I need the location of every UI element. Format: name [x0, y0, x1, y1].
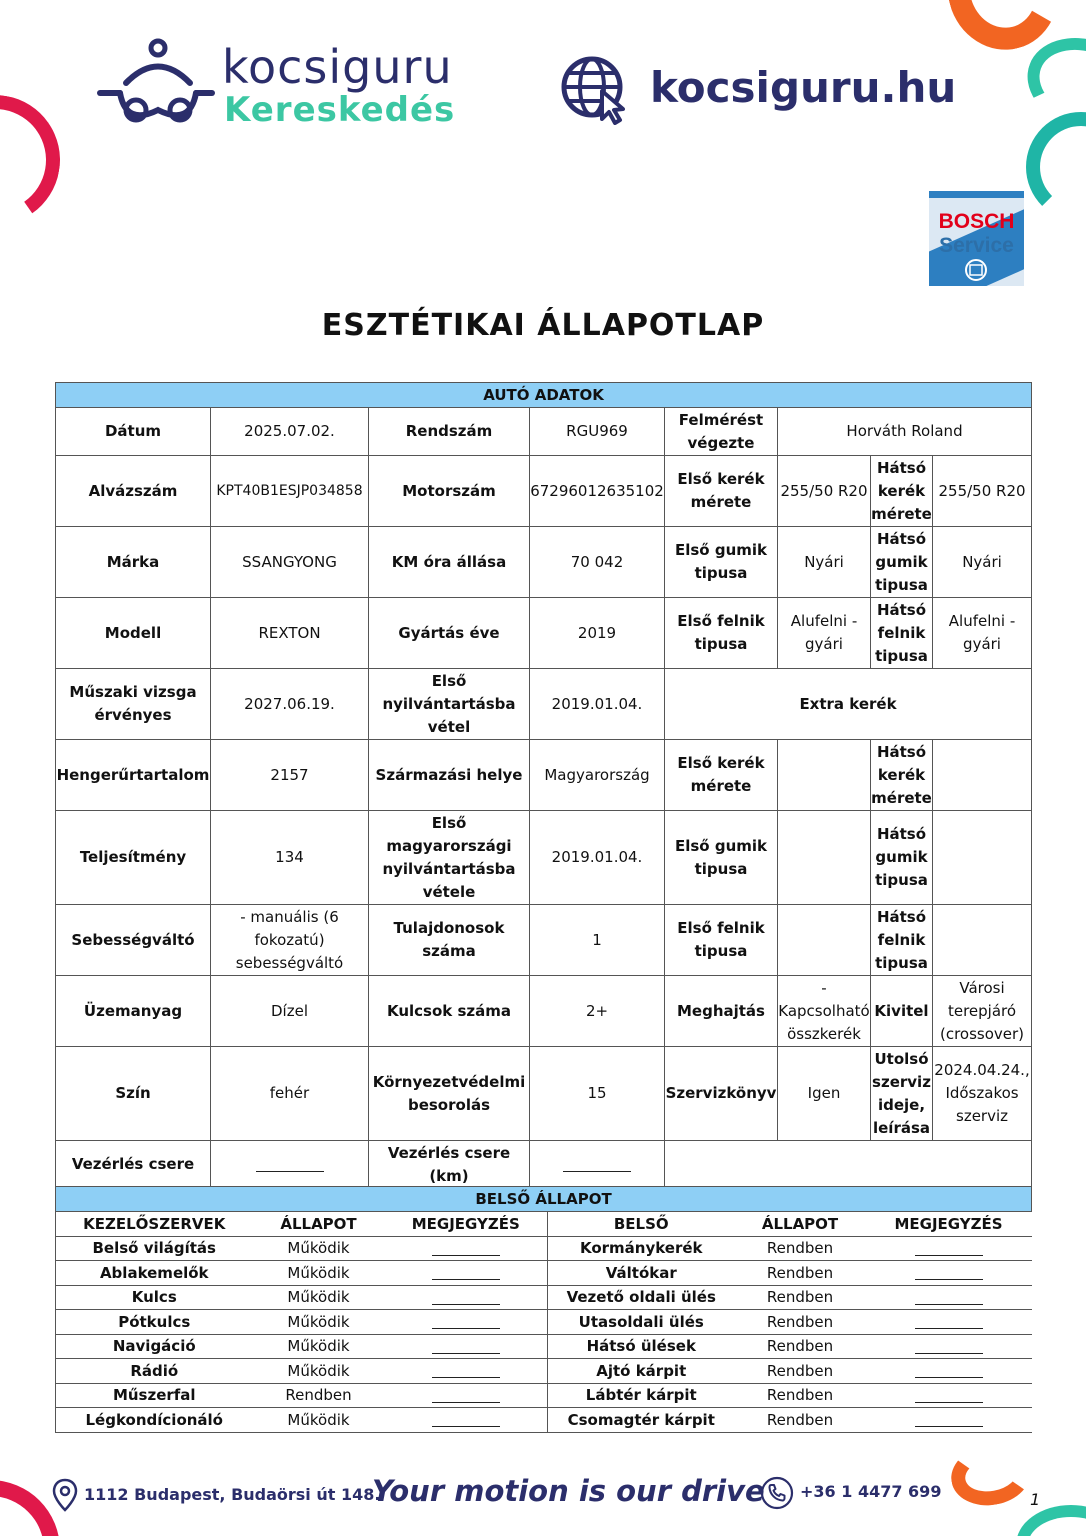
section-header-belso: BELSŐ ÁLLAPOT	[56, 1187, 1032, 1212]
badge-service: Service	[939, 234, 1014, 257]
control-status: Működik	[253, 1334, 385, 1359]
value-alvazszam: KPT40B1ESJP034858	[211, 456, 369, 527]
interior-note	[866, 1383, 1032, 1408]
control-item: Pótkulcs	[56, 1310, 253, 1335]
interior-note	[866, 1334, 1032, 1359]
label-felmeres: Felmérést végezte	[665, 408, 778, 456]
value-motorszam: 67296012635102	[530, 456, 665, 527]
label-szervizkonyv: Szervizkönyv	[665, 1047, 778, 1141]
section-header-auto: AUTÓ ADATOK	[56, 383, 1032, 408]
label-vezerles-csere: Vezérlés csere	[56, 1141, 211, 1189]
label-hatso-kerek: Hátsó kerék mérete	[871, 456, 933, 527]
value-sebessegvalto: - manuális (6 fokozatú) sebességváltó	[211, 905, 369, 976]
control-note	[385, 1310, 548, 1335]
interior-item: Hátsó ülések	[548, 1334, 735, 1359]
footer-slogan: Your motion is our drive	[372, 1474, 765, 1508]
table-row	[56, 1408, 1032, 1433]
control-status: Működik	[253, 1408, 385, 1433]
column-header: MEGJEGYZÉS	[385, 1212, 548, 1237]
value-extra-elso-felni	[778, 905, 871, 976]
control-item: Belső világítás	[56, 1236, 253, 1261]
label-hatso-felni: Hátsó felnik tipusa	[871, 598, 933, 669]
control-note	[385, 1261, 548, 1286]
label-meghajtas: Meghajtás	[665, 976, 778, 1047]
phone-icon	[760, 1476, 794, 1510]
car-guru-icon	[96, 38, 216, 133]
page-title: ESZTÉTIKAI ÁLLAPOTLAP	[321, 308, 765, 343]
interior-status: Rendben	[735, 1334, 866, 1359]
control-item: Műszerfal	[56, 1383, 253, 1408]
control-status: Működik	[253, 1236, 385, 1261]
control-status: Rendben	[253, 1383, 385, 1408]
label-uzemanyag: Üzemanyag	[56, 976, 211, 1047]
label-kivitel: Kivitel	[871, 976, 933, 1047]
value-kivitel: Városi terepjáró (crossover)	[933, 976, 1032, 1047]
control-note	[385, 1236, 548, 1261]
label-km: KM óra állása	[369, 527, 530, 598]
value-szarmazas: Magyarország	[530, 740, 665, 811]
control-item: Légkondícionáló	[56, 1408, 253, 1433]
value-kornyezetvedelmi: 15	[530, 1047, 665, 1141]
corner-arc-decoration	[1016, 1505, 1086, 1536]
control-status: Működik	[253, 1285, 385, 1310]
interior-status: Rendben	[735, 1408, 866, 1433]
interior-item: Lábtér kárpit	[548, 1383, 735, 1408]
phone-text: +36 1 4477 699	[800, 1482, 942, 1501]
badge-brand: BOSCH	[938, 210, 1015, 233]
label-utolso-szerviz: Utolsó szerviz ideje, leírása	[871, 1047, 933, 1141]
interior-note	[866, 1359, 1032, 1384]
control-item: Rádió	[56, 1359, 253, 1384]
value-muszaki: 2027.06.19.	[211, 669, 369, 740]
logo-wordmark: kocsiguru	[222, 40, 453, 94]
table-row	[56, 1334, 1032, 1359]
blank-line	[563, 1158, 631, 1172]
value-extra-elso-gumi	[778, 811, 871, 905]
control-note	[385, 1285, 548, 1310]
bosch-armature-icon	[929, 256, 1024, 286]
table-row	[56, 1310, 1032, 1335]
interior-note	[866, 1310, 1032, 1335]
label-sebessegvalto: Sebességváltó	[56, 905, 211, 976]
corner-arc-decoration	[1026, 112, 1086, 222]
label-elso-nyilv: Első nyilvántartásba vétel	[369, 669, 530, 740]
interior-condition-table	[55, 1186, 1032, 1433]
label-muszaki: Műszaki vizsga érvényes	[56, 669, 211, 740]
label-marka: Márka	[56, 527, 211, 598]
column-header: ÁLLAPOT	[735, 1212, 866, 1237]
label-hengerurtartalom: Hengerűrtartalom	[56, 740, 211, 811]
interior-status: Rendben	[735, 1310, 866, 1335]
interior-note	[866, 1261, 1032, 1286]
interior-item: Ajtó kárpit	[548, 1359, 735, 1384]
table-row	[56, 1383, 1032, 1408]
label-extra-elso-felni: Első felnik tipusa	[665, 905, 778, 976]
interior-status: Rendben	[735, 1236, 866, 1261]
globe-cursor-icon	[560, 55, 630, 125]
value-marka: SSANGYONG	[211, 527, 369, 598]
corner-arc-decoration	[0, 85, 70, 236]
footer-address	[50, 1468, 381, 1518]
value-hatso-felni: Alufelni - gyári	[933, 598, 1032, 669]
value-kulcsok: 2+	[530, 976, 665, 1047]
label-extra-kerek: Extra kerék	[665, 669, 1032, 740]
interior-item: Kormánykerék	[548, 1236, 735, 1261]
label-elso-gumi: Első gumik tipusa	[665, 527, 778, 598]
label-extra-hatso-felni: Hátsó felnik tipusa	[871, 905, 933, 976]
label-kornyezetvedelmi: Környezetvédelmi besorolás	[369, 1047, 530, 1141]
label-elso-mo-nyilv: Első magyarországi nyilvántartásba vétele	[369, 811, 530, 905]
value-elso-mo-nyilv: 2019.01.04.	[530, 811, 665, 905]
label-vezerles-csere-km: Vezérlés csere (km)	[369, 1141, 530, 1189]
table-row	[56, 1285, 1032, 1310]
label-tulajdonosok: Tulajdonosok száma	[369, 905, 530, 976]
value-km: 70 042	[530, 527, 665, 598]
label-modell: Modell	[56, 598, 211, 669]
value-hatso-kerek: 255/50 R20	[933, 456, 1032, 527]
column-header: KEZELŐSZERVEK	[56, 1212, 253, 1237]
interior-item: Vezető oldali ülés	[548, 1285, 735, 1310]
bosch-service-badge	[929, 191, 1024, 286]
label-motorszam: Motorszám	[369, 456, 530, 527]
value-hatso-gumi: Nyári	[933, 527, 1032, 598]
interior-status: Rendben	[735, 1285, 866, 1310]
location-pin-icon	[52, 1478, 78, 1512]
label-kulcsok: Kulcsok száma	[369, 976, 530, 1047]
column-header: BELSŐ	[548, 1212, 735, 1237]
website-url: kocsiguru.hu	[650, 63, 957, 112]
control-item: Navigáció	[56, 1334, 253, 1359]
value-extra-hatso-gumi	[933, 811, 1032, 905]
label-extra-hatso-kerek: Hátsó kerék mérete	[871, 740, 933, 811]
label-datum: Dátum	[56, 408, 211, 456]
corner-arc-decoration	[946, 1439, 1035, 1512]
value-vezerles-csere	[211, 1141, 369, 1189]
value-meghajtas: - Kapcsolható összkerék	[778, 976, 871, 1047]
label-szin: Szín	[56, 1047, 211, 1141]
interior-note	[866, 1236, 1032, 1261]
value-uzemanyag: Dízel	[211, 976, 369, 1047]
interior-note	[866, 1285, 1032, 1310]
value-extra-hatso-kerek	[933, 740, 1032, 811]
control-status: Működik	[253, 1261, 385, 1286]
interior-item: Csomagtér kárpit	[548, 1408, 735, 1433]
label-rendszam: Rendszám	[369, 408, 530, 456]
label-szarmazas: Származási helye	[369, 740, 530, 811]
value-teljesitmeny: 134	[211, 811, 369, 905]
control-status: Működik	[253, 1310, 385, 1335]
kocsiguru-logo	[96, 38, 486, 133]
control-note	[385, 1359, 548, 1384]
value-datum: 2025.07.02.	[211, 408, 369, 456]
table-row	[56, 1261, 1032, 1286]
footer-phone[interactable]	[760, 1468, 940, 1518]
car-data-table	[55, 382, 1032, 1189]
value-rendszam: RGU969	[530, 408, 665, 456]
label-teljesitmeny: Teljesítmény	[56, 811, 211, 905]
label-extra-elso-kerek: Első kerék mérete	[665, 740, 778, 811]
value-tulajdonosok: 1	[530, 905, 665, 976]
control-note	[385, 1334, 548, 1359]
blank-line	[256, 1158, 324, 1172]
page-number: 1	[1030, 1490, 1041, 1509]
value-gyartas: 2019	[530, 598, 665, 669]
interior-item: Váltókar	[548, 1261, 735, 1286]
label-extra-elso-gumi: Első gumik tipusa	[665, 811, 778, 905]
label-extra-hatso-gumi: Hátsó gumik tipusa	[871, 811, 933, 905]
label-hatso-gumi: Hátsó gumik tipusa	[871, 527, 933, 598]
value-utolso-szerviz: 2024.04.24., Időszakos szerviz	[933, 1047, 1032, 1141]
control-item: Ablakemelők	[56, 1261, 253, 1286]
control-note	[385, 1383, 548, 1408]
interior-status: Rendben	[735, 1383, 866, 1408]
interior-item: Utasoldali ülés	[548, 1310, 735, 1335]
interior-status: Rendben	[735, 1359, 866, 1384]
label-elso-felni: Első felnik tipusa	[665, 598, 778, 669]
interior-note	[866, 1408, 1032, 1433]
label-gyartas: Gyártás éve	[369, 598, 530, 669]
value-modell: REXTON	[211, 598, 369, 669]
value-szervizkonyv: Igen	[778, 1047, 871, 1141]
value-szin: fehér	[211, 1047, 369, 1141]
website-logo[interactable]	[560, 55, 960, 125]
table-row	[56, 1359, 1032, 1384]
label-elso-kerek: Első kerék mérete	[665, 456, 778, 527]
address-text: 1112 Budapest, Budaörsi út 148.	[84, 1485, 381, 1504]
column-header: ÁLLAPOT	[253, 1212, 385, 1237]
empty-cell	[665, 1141, 1032, 1189]
value-elso-felni: Alufelni - gyári	[778, 598, 871, 669]
value-extra-hatso-felni	[933, 905, 1032, 976]
control-note	[385, 1408, 548, 1433]
interior-status: Rendben	[735, 1261, 866, 1286]
value-elso-kerek: 255/50 R20	[778, 456, 871, 527]
label-alvazszam: Alvázszám	[56, 456, 211, 527]
control-item: Kulcs	[56, 1285, 253, 1310]
control-status: Működik	[253, 1359, 385, 1384]
column-header: MEGJEGYZÉS	[866, 1212, 1032, 1237]
value-elso-nyilv: 2019.01.04.	[530, 669, 665, 740]
value-extra-elso-kerek	[778, 740, 871, 811]
logo-subtitle: Kereskedés	[224, 90, 456, 130]
value-hengerurtartalom: 2157	[211, 740, 369, 811]
table-row	[56, 1236, 1032, 1261]
value-felmeres: Horváth Roland	[778, 408, 1032, 456]
value-elso-gumi: Nyári	[778, 527, 871, 598]
value-vezerles-csere-km	[530, 1141, 665, 1189]
